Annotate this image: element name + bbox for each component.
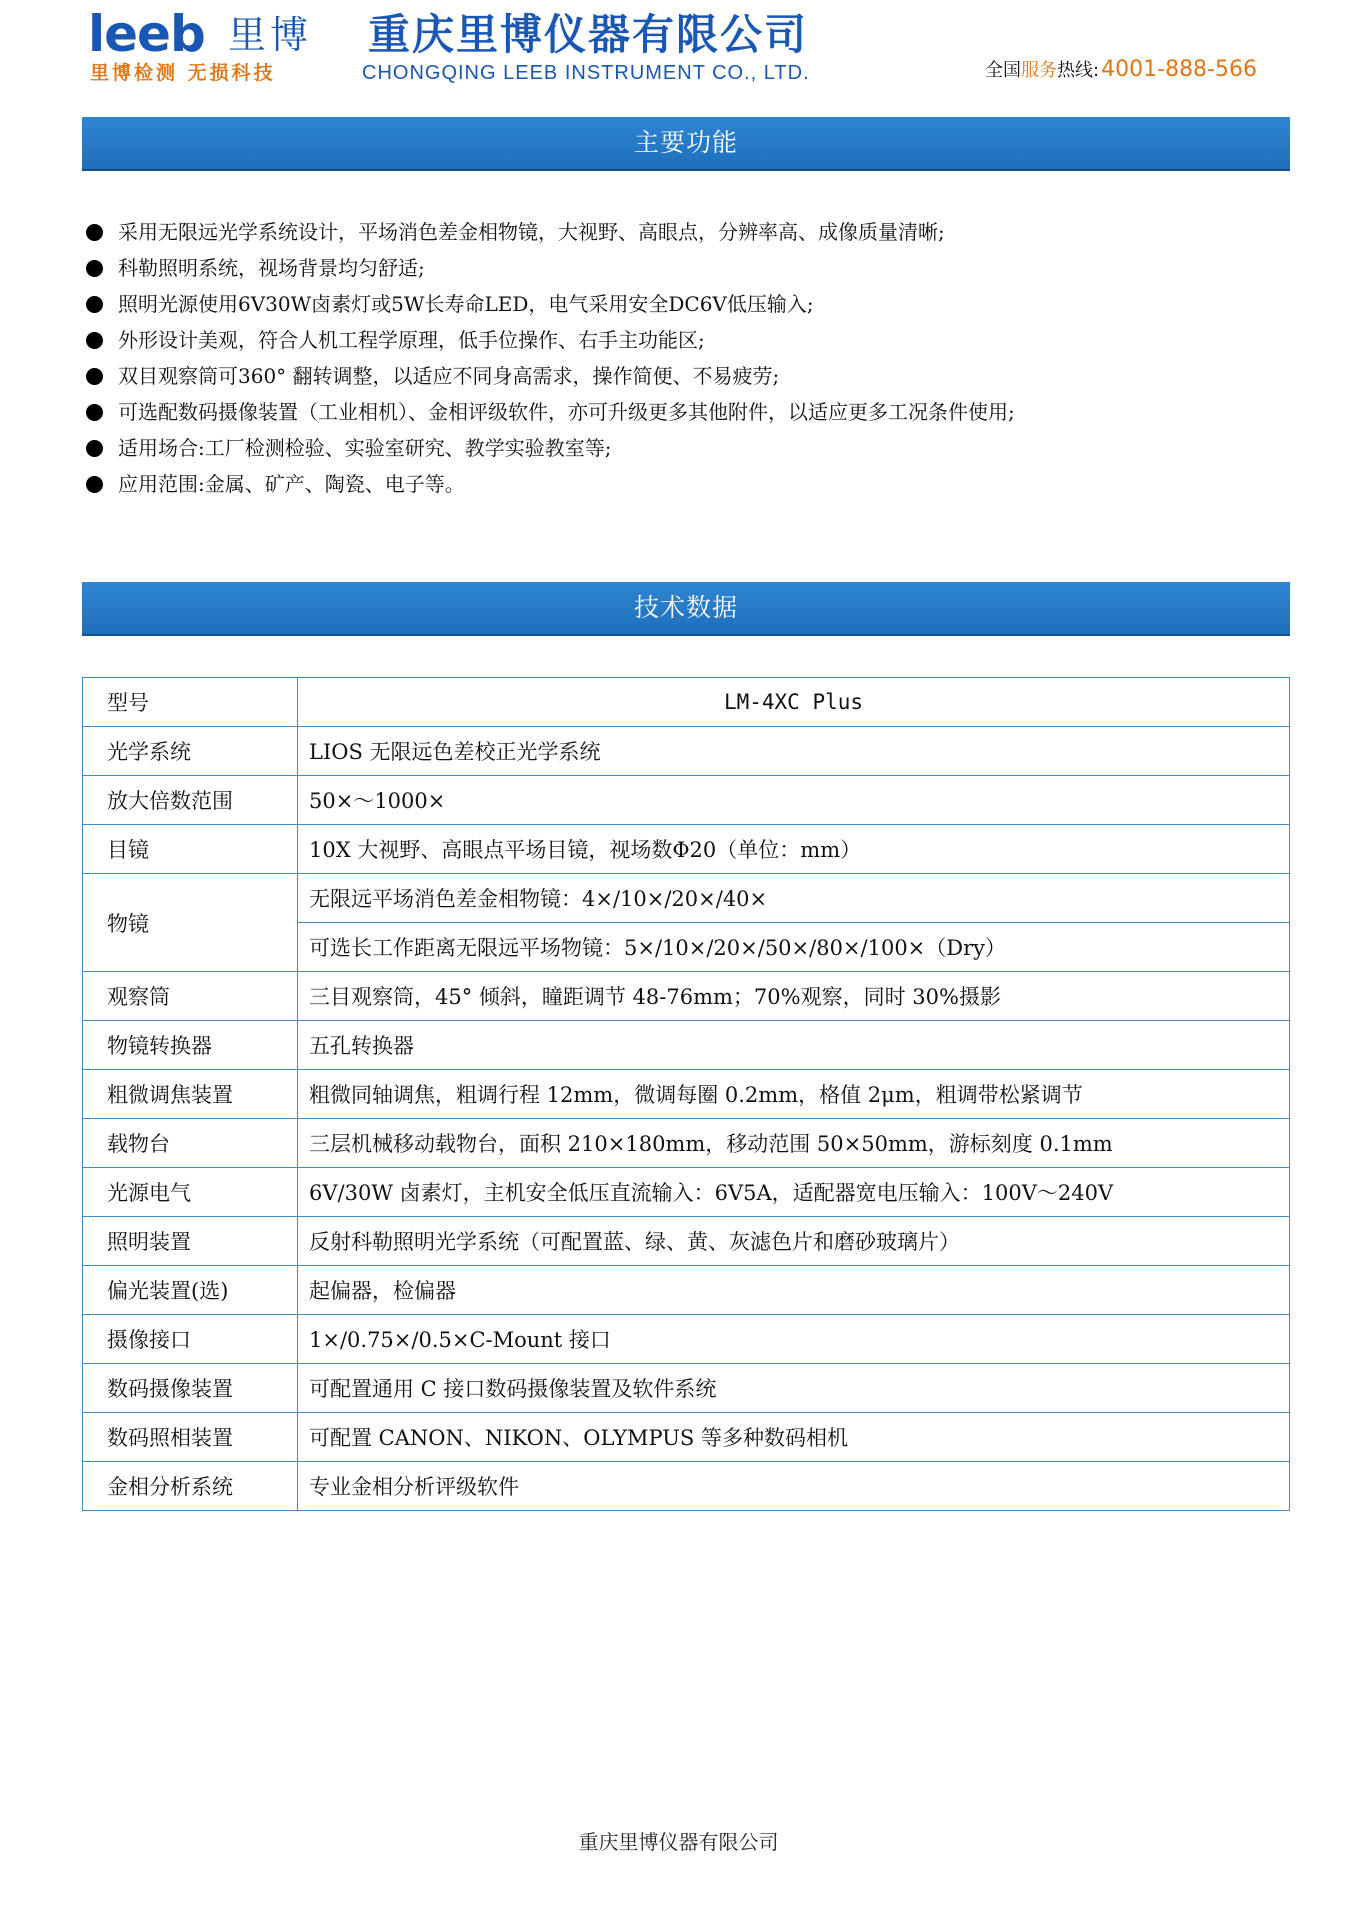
feature-item (84, 322, 1284, 358)
spec-value: 50×～1000× (298, 776, 1290, 825)
table-row (83, 776, 1290, 825)
bullet-icon (86, 260, 103, 277)
feature-text: 外形设计美观，符合人机工程学原理，低手位操作、右手主功能区; (118, 328, 705, 352)
table-row (83, 1070, 1290, 1119)
brand-name-cn: 里博 (228, 13, 313, 57)
bullet-icon (86, 296, 103, 313)
table-row (83, 1462, 1290, 1511)
feature-list (84, 214, 1284, 502)
spec-key: 物镜 (83, 874, 298, 972)
company-slogan: 里博检测 无损科技 (90, 62, 276, 84)
spec-value-model: LM-4XC Plus (298, 678, 1290, 727)
spec-value: 反射科勒照明光学系统（可配置蓝、绿、黄、灰滤色片和磨砂玻璃片） (298, 1217, 1290, 1266)
spec-key: 型号 (83, 678, 298, 727)
bullet-icon (86, 440, 103, 457)
table-row (83, 727, 1290, 776)
feature-text: 采用无限远光学系统设计，平场消色差金相物镜，大视野、高眼点，分辨率高、成像质量清晰; (118, 220, 945, 244)
table-row (83, 1315, 1290, 1364)
features-section-title: 主要功能 (82, 117, 1290, 171)
table-row (83, 1217, 1290, 1266)
table-row (83, 1413, 1290, 1462)
spec-table (82, 677, 1290, 1511)
feature-item (84, 430, 1284, 466)
spec-value: 可配置通用 C 接口数码摄像装置及软件系统 (298, 1364, 1290, 1413)
feature-text: 双目观察筒可360° 翻转调整，以适应不同身高需求，操作简便、不易疲劳; (118, 364, 780, 388)
table-row (83, 678, 1290, 727)
spec-key: 摄像接口 (83, 1315, 298, 1364)
feature-item (84, 286, 1284, 322)
feature-text: 科勒照明系统，视场背景均匀舒适; (118, 256, 425, 280)
bullet-icon (86, 476, 103, 493)
feature-text: 照明光源使用6V30W卤素灯或5W长寿命LED，电气采用安全DC6V低压输入; (118, 292, 814, 316)
table-row (83, 1168, 1290, 1217)
company-name-en: CHONGQING LEEB INSTRUMENT CO., LTD. (362, 62, 810, 84)
table-row (83, 972, 1290, 1021)
page-header (0, 0, 1357, 100)
spec-key: 观察筒 (83, 972, 298, 1021)
company-name-cn: 重庆里博仪器有限公司 (368, 10, 809, 59)
specs-section-title: 技术数据 (82, 582, 1290, 636)
feature-item (84, 250, 1284, 286)
feature-text: 适用场合:工厂检测检验、实验室研究、教学实验教室等; (118, 436, 612, 460)
hotline-number: 4001-888-566 (1101, 57, 1257, 82)
spec-key: 粗微调焦装置 (83, 1070, 298, 1119)
page-footer: 重庆里博仪器有限公司 (578, 1830, 779, 1854)
spec-value: 三层机械移动载物台，面积 210×180mm，移动范围 50×50mm，游标刻度 0.1mm (298, 1119, 1290, 1168)
spec-key: 照明装置 (83, 1217, 298, 1266)
spec-value: 6V/30W 卤素灯，主机安全低压直流输入：6V5A，适配器宽电压输入：100V～240V (298, 1168, 1290, 1217)
spec-key: 放大倍数范围 (83, 776, 298, 825)
table-row (83, 1266, 1290, 1315)
table-row (83, 1119, 1290, 1168)
feature-item (84, 394, 1284, 430)
spec-value: LIOS 无限远色差校正光学系统 (298, 727, 1290, 776)
spec-value: 可配置 CANON、NIKON、OLYMPUS 等多种数码相机 (298, 1413, 1290, 1462)
bullet-icon (86, 368, 103, 385)
spec-key: 光学系统 (83, 727, 298, 776)
spec-key: 载物台 (83, 1119, 298, 1168)
hotline-label-highlight: 服务 (1021, 60, 1058, 81)
table-row (83, 1021, 1290, 1070)
spec-value: 无限远平场消色差金相物镜：4×/10×/20×/40× (298, 874, 1290, 923)
spec-key: 偏光装置(选) (83, 1266, 298, 1315)
feature-item (84, 214, 1284, 250)
spec-value: 专业金相分析评级软件 (298, 1462, 1290, 1511)
spec-value: 三目观察筒，45° 倾斜，瞳距调节 48-76mm；70%观察，同时 30%摄影 (298, 972, 1290, 1021)
spec-value: 1×/0.75×/0.5×C-Mount 接口 (298, 1315, 1290, 1364)
spec-key: 物镜转换器 (83, 1021, 298, 1070)
feature-item (84, 466, 1284, 502)
feature-text: 可选配数码摄像装置（工业相机）、金相评级软件，亦可升级更多其他附件，以适应更多工况条件使用; (118, 400, 1015, 424)
bullet-icon (86, 224, 103, 241)
feature-text: 应用范围:金属、矿产、陶瓷、电子等。 (118, 472, 465, 496)
hotline-label-part: 全国 (985, 60, 1022, 81)
bullet-icon (86, 332, 103, 349)
table-row (83, 825, 1290, 874)
spec-value: 起偏器，检偏器 (298, 1266, 1290, 1315)
bullet-icon (86, 404, 103, 421)
spec-key: 光源电气 (83, 1168, 298, 1217)
spec-value: 可选长工作距离无限远平场物镜：5×/10×/20×/50×/80×/100×（Dry） (298, 923, 1290, 972)
spec-value: 五孔转换器 (298, 1021, 1290, 1070)
service-hotline (985, 55, 1257, 86)
spec-key: 数码摄像装置 (83, 1364, 298, 1413)
table-row (83, 1364, 1290, 1413)
feature-item (84, 358, 1284, 394)
spec-value: 10X 大视野、高眼点平场目镜，视场数Φ20（单位：mm） (298, 825, 1290, 874)
hotline-label-part: 热线: (1057, 60, 1100, 81)
spec-key: 数码照相装置 (83, 1413, 298, 1462)
spec-key: 金相分析系统 (83, 1462, 298, 1511)
table-row (83, 874, 1290, 923)
company-logo: leeb (88, 5, 205, 63)
spec-value: 粗微同轴调焦，粗调行程 12mm，微调每圈 0.2mm，格值 2μm，粗调带松紧调节 (298, 1070, 1290, 1119)
spec-key: 目镜 (83, 825, 298, 874)
